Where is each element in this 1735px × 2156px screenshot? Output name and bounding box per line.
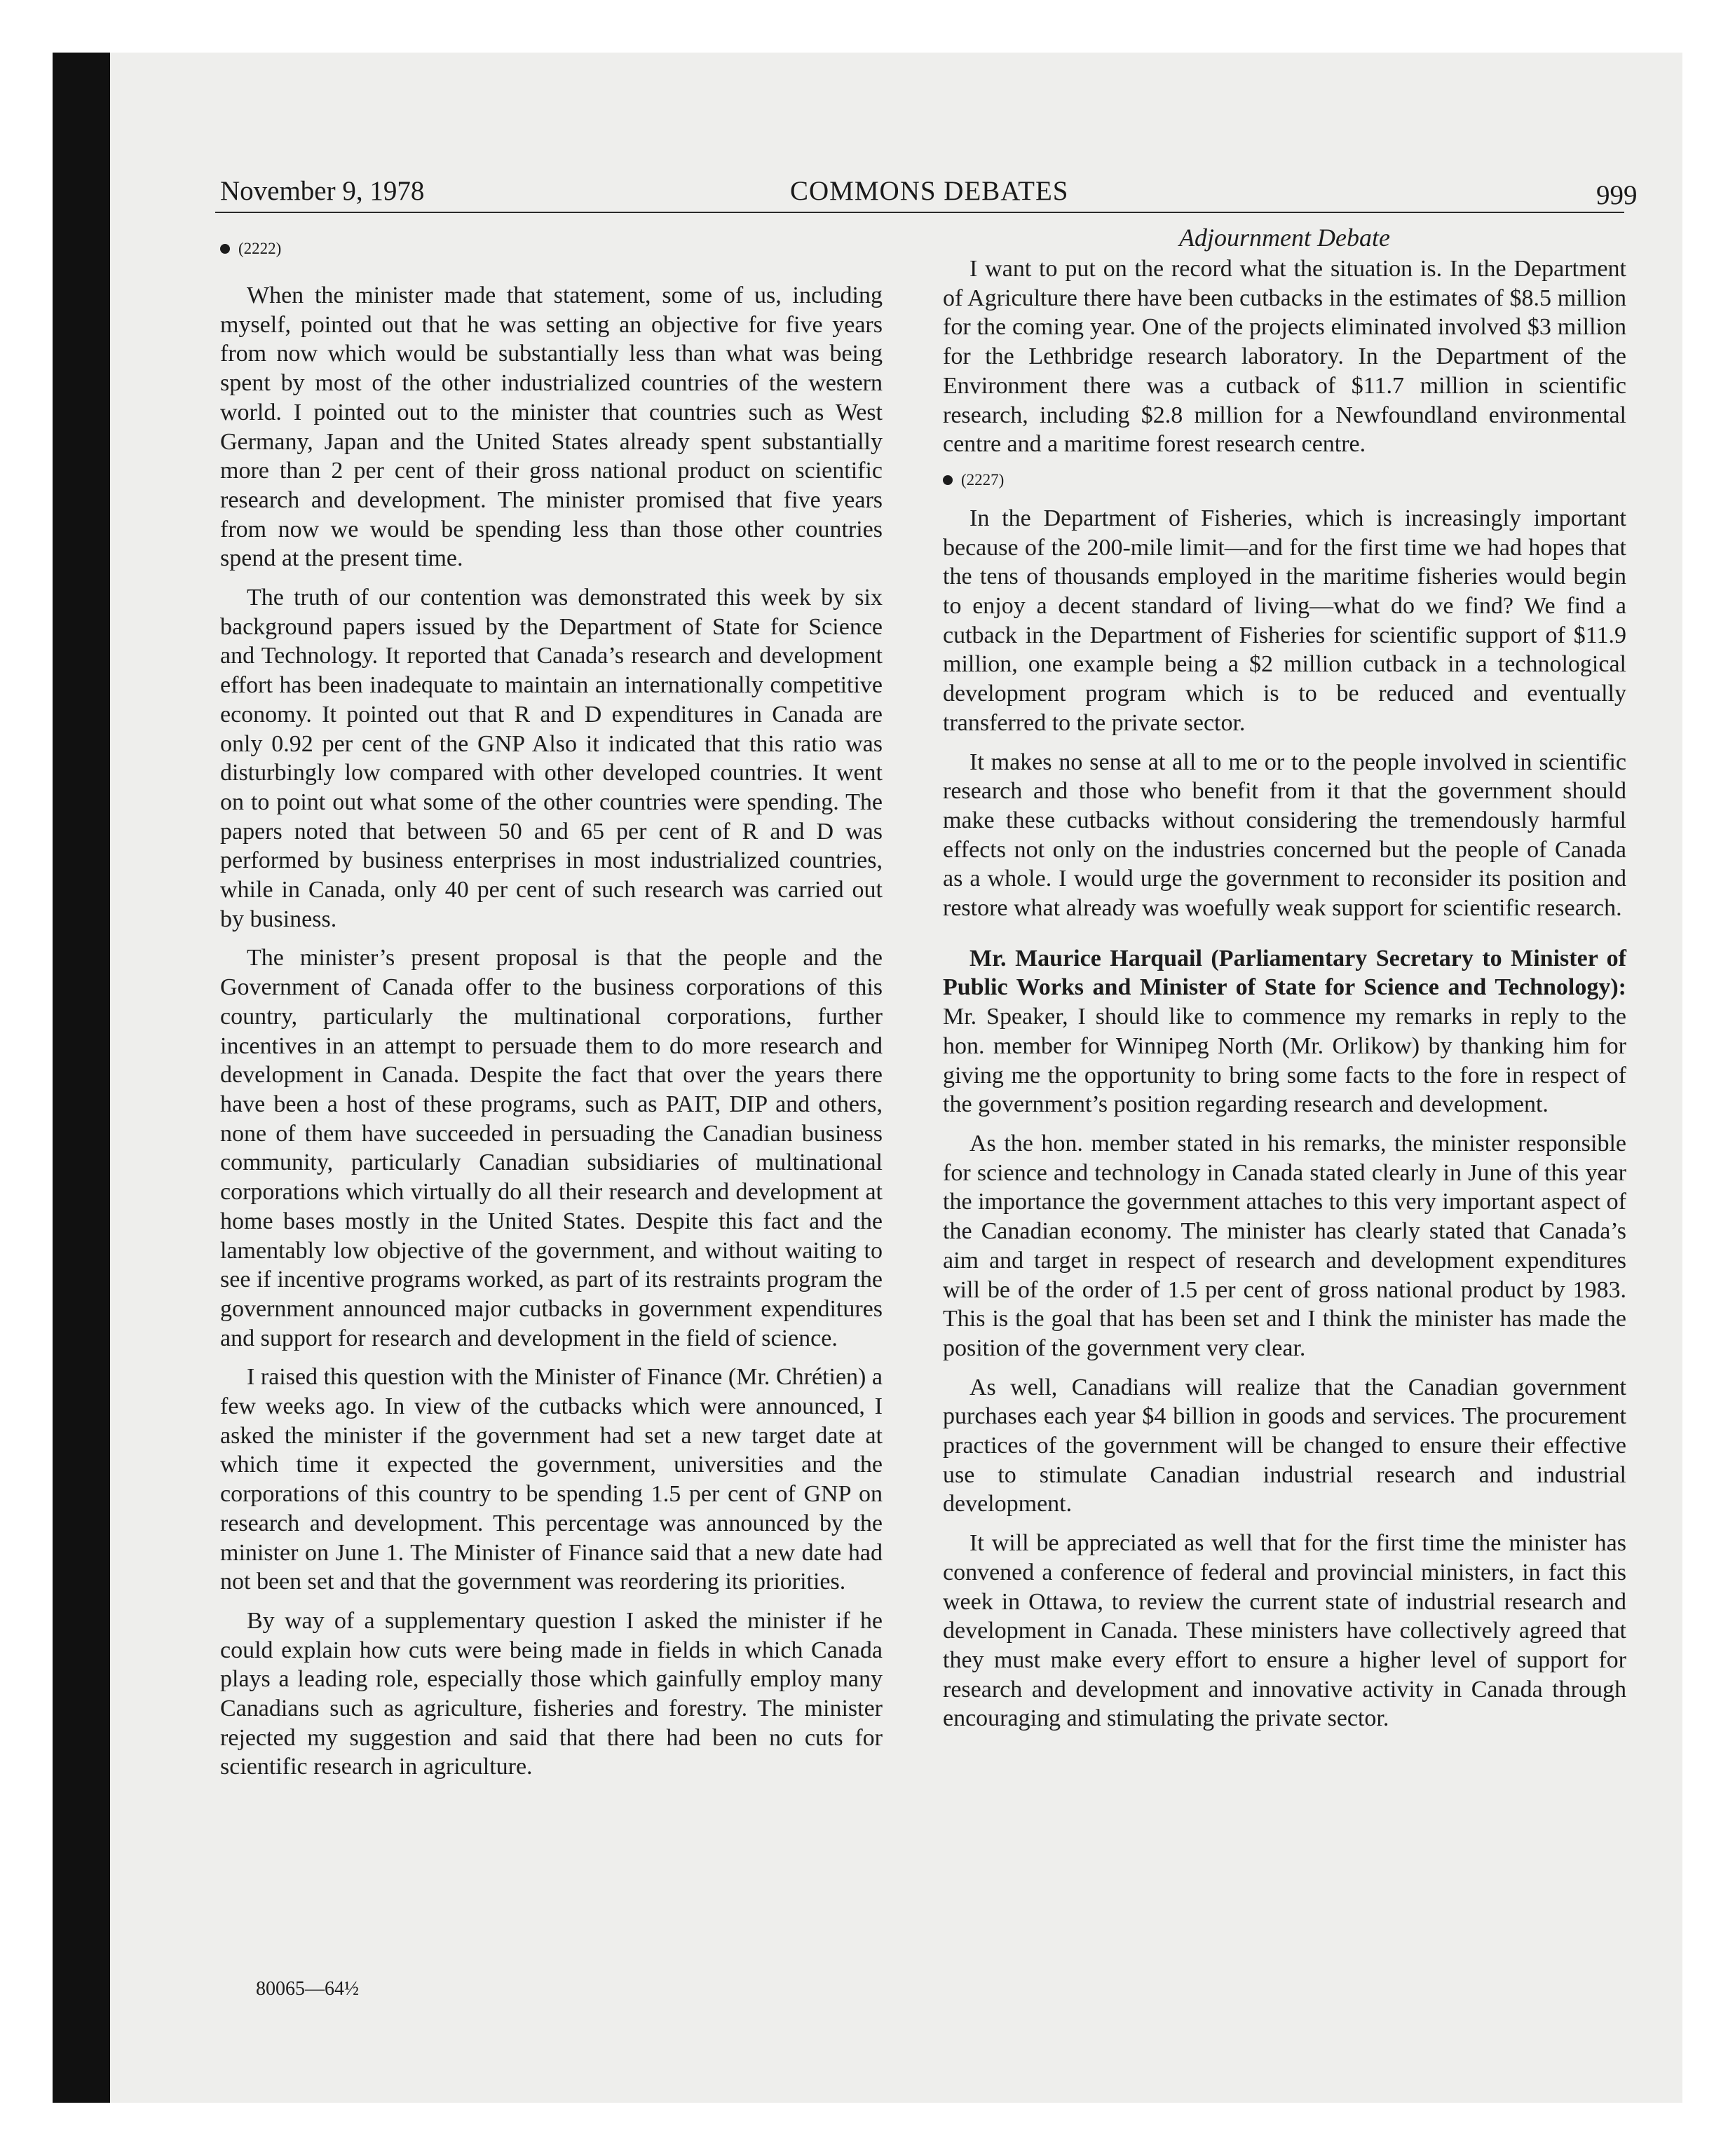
- paragraph: As well, Canadians will realize that the Canadian government purchases each year $4 billion in goods and services. The procurement practices of the government will be changed to ensure their effective use to stimulate Canadian industrial research and industrial development.: [943, 1374, 1626, 1517]
- header-rule: [215, 212, 1624, 213]
- print-code: 80065—64½: [256, 1978, 359, 2000]
- page-paper: [110, 53, 1682, 2103]
- speaker-paragraph: [943, 944, 1626, 1119]
- binding-edge: [53, 53, 110, 2103]
- header-title: COMMONS DEBATES: [790, 176, 1069, 206]
- bullet-icon: [943, 475, 953, 485]
- time-marker-label: (2227): [961, 470, 1005, 489]
- paragraph: The minister’s present proposal is that the people and the Government of Canada offer to the business corporations of this country, particularly the multinational corporations, further incentives in an attempt to persuade them to do more research and development in Canada. Despite the fact that over the years there have been a host of these programs, such as PAIT, DIP and others, none of them have succeeded in persuading the Canadian business community, particularly Canadian subsidiaries of multinational corporations which virtually do all their research and development at home bases mostly in the United States. Despite this fact and the lamentably low objective of the government, and without waiting to see if incentive programs worked, as part of its restraints program the government announced major cutbacks in government expenditures and support for research and development in the field of science.: [220, 945, 883, 1351]
- paragraph: As the hon. member stated in his remarks, the minister responsible for science and technology in Canada stated clearly in June of this year the importance the government attaches to this very important aspect of the Canadian economy. The minister has clearly stated that Canada’s aim and target in respect of research and development expenditures will be of the order of 1.5 per cent of gross national product by 1983. This is the goal that has been set and I think the minister has made the position of the government very clear.: [943, 1130, 1626, 1361]
- time-marker: [943, 466, 1626, 494]
- paragraph: I raised this question with the Minister of Finance (Mr. Chrétien) a few weeks ago. In view of the cutbacks which were announced, I asked the minister if the government had set a new target date at which time it expected the government, universities and the corporations of this country to be spending 1.5 per cent of GNP on research and development. This percentage was announced by the minister on June 1. The Minister of Finance said that a new date had not been set and that the government was reordering its priorities.: [220, 1364, 883, 1595]
- paragraph: The truth of our contention was demonstrated this week by six background papers issued by the Department of State for Science and Technology. It reported that Canada’s research and development effort has been inadequate to maintain an internationally competitive economy. It pointed out that R and D expenditures in Canada are only 0.92 per cent of the GNP Also it indicated that this ratio was disturbingly low compared with other developed countries. It went on to point out what some of the other countries were spending. The papers noted that between 50 and 65 per cent of R and D was performed by business enterprises in most industrialized countries, while in Canada, only 40 per cent of such research was carried out by business.: [220, 585, 883, 932]
- page-number: 999: [1596, 180, 1638, 210]
- paragraph: It makes no sense at all to me or to the people involved in scientific research and those who benefit from it that the government should make these cutbacks without considering the tremendously harmful effects not only on the industries concerned but the people of Canada as a whole. I would urge the government to reconsider its position and restore what already was woefully weak support for scientific research.: [943, 749, 1626, 922]
- speaker-name: Mr. Maurice Harquail (Parliamentary Secretary to Minister of Public Works and Minister of State for Science and Technology):: [943, 945, 1626, 1001]
- speaker-text: Mr. Speaker, I should like to commence my remarks in reply to the hon. member for Winnipeg North (Mr. Orlikow) by thanking him for giving me the opportunity to bring some facts to the fore in respect of the government’s position regarding research and development.: [943, 1004, 1626, 1118]
- time-marker-label: (2222): [238, 240, 282, 257]
- bullet-icon: [220, 244, 230, 254]
- paragraph: I want to put on the record what the situation is. In the Department of Agriculture there have been cutbacks in the estimates of $8.5 million for the coming year. One of the projects eliminated involved $3 million for the Lethbridge research laboratory. In the Department of the Environment there was a cutback of $11.7 million in scientific research, including $2.8 million for a Newfoundland environmental centre and a maritime forest research centre.: [943, 256, 1626, 458]
- header-date: November 9, 1978: [220, 176, 425, 206]
- section-title: Adjournment Debate: [1179, 224, 1390, 252]
- paragraph: When the minister made that statement, some of us, including myself, pointed out that he was setting an objective for five years from now which would be substantially less than what was being spent by most of the other industrialized countries of the western world. I pointed out to the minister that countries such as West Germany, Japan and the United States already spent substantially more than 2 per cent of their gross national product on scientific research and development. The minister promised that five years from now we would be spending less than those other countries spend at the present time.: [220, 282, 883, 572]
- time-marker: [220, 235, 883, 263]
- left-column: [220, 222, 883, 1782]
- paragraph: By way of a supplementary question I asked the minister if he could explain how cuts were being made in fields in which Canada plays a leading role, especially those which gainfully employ many Canadians such as agriculture, fisheries and forestry. The minister rejected my suggestion and said that there had been no cuts for scientific research in agriculture.: [220, 1607, 883, 1780]
- paragraph: It will be appreciated as well that for the first time the minister has convened a conference of federal and provincial ministers, in fact this week in Ottawa, to review the current state of industrial research and development in Canada. These ministers have collectively agreed that they must make every effort to ensure a higher level of support for research and development and innovative activity in Canada through encouraging and stimulating the private sector.: [943, 1530, 1626, 1732]
- paragraph: In the Department of Fisheries, which is increasingly important because of the 200-mile limit—and for the first time we had hopes that the tens of thousands employed in the maritime fisheries would begin to enjoy a decent standard of living—what do we find? We find a cutback in the Department of Fisheries for scientific support of $11.9 million, one example being a $2 million cutback in a technological development program which is to be reduced and eventually transferred to the private sector.: [943, 505, 1626, 736]
- right-column: [943, 222, 1626, 1733]
- scanned-page: [53, 53, 1682, 2103]
